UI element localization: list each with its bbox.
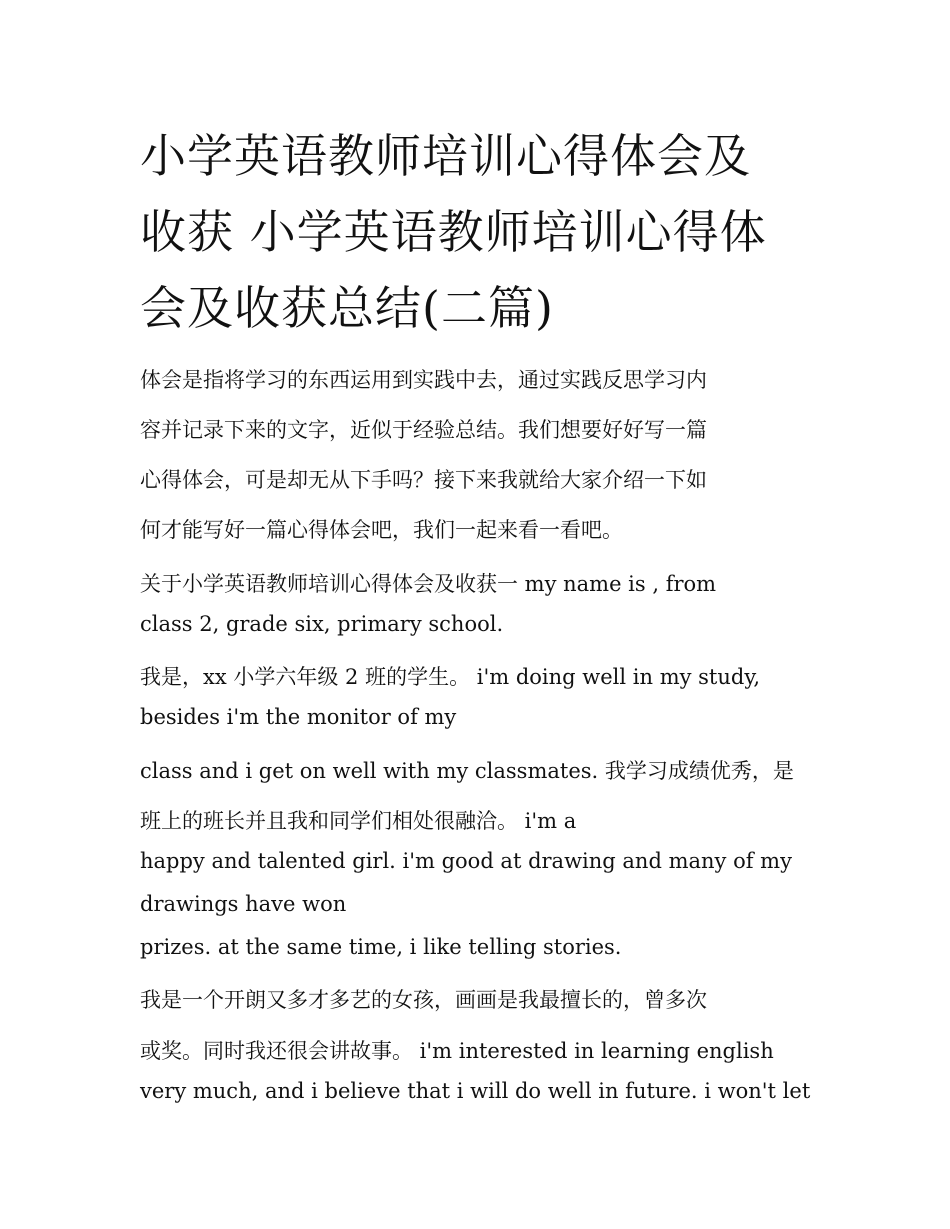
body-line: 我是一个开朗又多才多艺的女孩，画画是我最擅长的，曾多次 xyxy=(140,988,707,1012)
document-title xyxy=(140,118,820,346)
body-line: 体会是指将学习的东西运用到实践中去，通过实践反思学习内 xyxy=(140,368,707,392)
title-line: 收获 小学英语教师培训心得体 xyxy=(140,205,767,259)
body-line: 容并记录下来的文字，近似于经验总结。我们想要好好写一篇 xyxy=(140,418,707,442)
title-line: 会及收获总结(二篇) xyxy=(140,281,554,335)
title-line: 小学英语教师培训心得体会及 xyxy=(140,129,751,183)
body-line: 心得体会，可是却无从下手吗？接下来我就给大家介绍一下如 xyxy=(140,468,707,492)
body-line: very much, and i believe that i will do well in future. i won't let xyxy=(140,1079,811,1103)
body-line: happy and talented girl. i'm good at drawing and many of my xyxy=(140,849,792,873)
body-line: 或奖。同时我还很会讲故事。 i'm interested in learning english xyxy=(140,1039,774,1063)
body-line: 关于小学英语教师培训心得体会及收获一 my name is , from xyxy=(140,572,717,596)
body-line: class and i get on well with my classmates. 我学习成绩优秀，是 xyxy=(140,759,794,783)
body-line: drawings have won xyxy=(140,892,347,916)
body-line: prizes. at the same time, i like telling stories. xyxy=(140,935,622,959)
body-line: 我是，xx 小学六年级 2 班的学生。 i'm doing well in my study, xyxy=(140,665,761,689)
body-line: class 2, grade six, primary school. xyxy=(140,612,504,636)
body-line: 班上的班长并且我和同学们相处很融洽。 i'm a xyxy=(140,809,577,833)
body-line: besides i'm the monitor of my xyxy=(140,705,457,729)
body-line: 何才能写好一篇心得体会吧，我们一起来看一看吧。 xyxy=(140,518,623,542)
